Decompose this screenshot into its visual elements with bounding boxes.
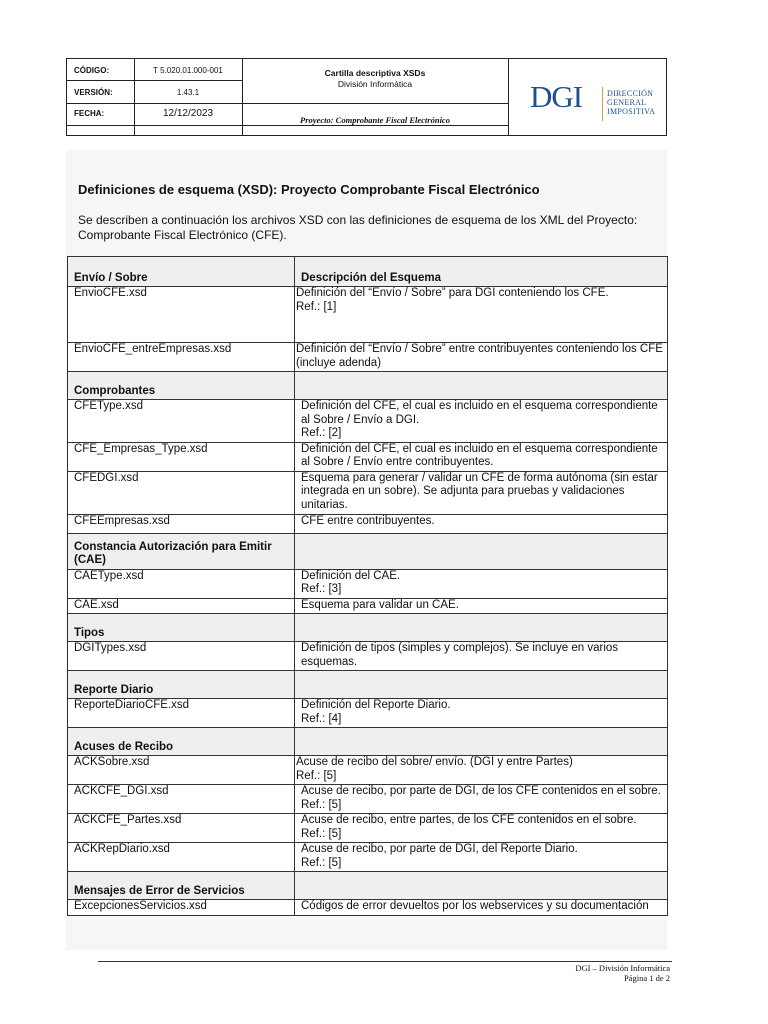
section-header: Tipos	[68, 614, 295, 642]
table-row	[68, 756, 668, 785]
xsd-description	[295, 442, 668, 471]
xsd-description	[295, 785, 668, 814]
schema-description-line: Definición de tipos (simples y complejos). Se incluye en varios esquemas.	[301, 642, 619, 668]
xsd-description	[295, 900, 668, 916]
xsd-description	[295, 569, 668, 598]
table-row	[68, 343, 668, 372]
schema-description-line: Ref.: [1]	[296, 300, 337, 313]
xsd-description	[295, 814, 668, 843]
version-label: VERSIÓN:	[74, 88, 113, 97]
table-row	[68, 514, 668, 533]
xsd-description	[295, 756, 668, 785]
section-header: Mensajes de Error de Servicios	[68, 872, 295, 900]
schema-description-line: Acuse de recibo, por parte de DGI, de los CFE contenidos en el sobre. Ref.: [5]	[301, 785, 661, 811]
xsd-filename: CAE.xsd	[68, 598, 295, 614]
xsd-filename: CAEType.xsd	[68, 569, 295, 598]
table-row	[68, 814, 668, 843]
xsd-filename: EnvioCFE.xsd	[68, 287, 295, 343]
schema-description-line: Códigos de error devueltos por los webservices y su documentación	[301, 900, 649, 912]
schema-description-line: CFE entre contribuyentes.	[301, 514, 435, 527]
xsd-filename: ACKRepDiario.xsd	[68, 843, 295, 872]
footer-division: DGI – División Informática	[575, 963, 670, 973]
codigo-label: CÓDIGO:	[74, 66, 110, 75]
section-header-blank	[295, 728, 668, 756]
xsd-filename: ACKCFE_DGI.xsd	[68, 785, 295, 814]
schema-description-line: Definición del CFE, el cual es incluido en el esquema correspondiente al Sobre / Envío a DGI.	[301, 400, 658, 426]
section-header: Constancia Autorización para Emitir (CAE)	[68, 533, 295, 569]
xsd-filename: CFEEmpresas.xsd	[68, 514, 295, 533]
doc-division: División Informática	[337, 79, 413, 89]
xsd-description	[295, 514, 668, 533]
schema-description-line: Definición del “Envío / Sobre” para DGI conteniendo los CFE.	[296, 287, 609, 299]
section-header: Acuses de Recibo	[68, 728, 295, 756]
xsd-description	[295, 843, 668, 872]
xsd-description	[295, 699, 668, 728]
xsd-description	[295, 471, 668, 514]
footer-divider	[98, 961, 672, 962]
dgi-logo	[508, 59, 666, 135]
logo-text	[607, 89, 655, 116]
schema-description-line: Definición del CFE, el cual es incluido en el esquema correspondiente al Sobre / Envío entre contribuyentes.	[301, 442, 658, 468]
schema-description-line: Ref.: [5]	[301, 827, 342, 840]
schema-description-line: Ref.: [3]	[301, 583, 342, 595]
table-row	[68, 642, 668, 671]
schema-description-line: Acuse de recibo del sobre/ envío. (DGI y entre Partes)	[296, 756, 573, 768]
xsd-filename: CFEType.xsd	[68, 400, 295, 443]
xsd-filename: ACKSobre.xsd	[68, 756, 295, 785]
schema-description-line: Definición del CAE.	[301, 569, 401, 582]
schema-description-line: Acuse de recibo, entre partes, de los CFE contenidos en el sobre.	[301, 814, 637, 826]
table-row	[68, 569, 668, 598]
xsd-filename: CFE_Empresas_Type.xsd	[68, 442, 295, 471]
logo-line1: DIRECCIÓN	[607, 89, 654, 98]
page-number: Página 1 de 2	[623, 973, 670, 983]
section-header-blank	[295, 372, 668, 400]
fecha-label: FECHA:	[74, 109, 105, 118]
section-header-blank	[295, 872, 668, 900]
logo-line3: IMPOSITIVA	[607, 107, 656, 116]
intro-paragraph: Se describen a continuación los archivos XSD con las definiciones de esquema de los XML del Proyecto: Comprobante Fiscal Electrónico (CFE).	[78, 213, 638, 242]
table-row	[68, 287, 668, 343]
xsd-filename: EnvioCFE_entreEmpresas.xsd	[68, 343, 295, 372]
xsd-filename: ExcepcionesServicios.xsd	[68, 900, 295, 916]
doc-title: Cartilla descriptiva XSDs	[324, 68, 426, 78]
xsd-description	[295, 642, 668, 671]
schema-description-line: Ref.: [5]	[296, 769, 337, 782]
section-header: Comprobantes	[68, 372, 295, 400]
codigo-value: T 5.020.01.000-001	[153, 66, 223, 75]
schema-description-line: Acuse de recibo, por parte de DGI, del Reporte Diario.	[301, 843, 578, 855]
xsd-filename: DGITypes.xsd	[68, 642, 295, 671]
schema-description-line: Ref.: [5]	[301, 856, 342, 869]
table-row	[68, 843, 668, 872]
version-value: 1.43.1	[176, 88, 200, 97]
table-row	[68, 400, 668, 443]
table-row	[68, 785, 668, 814]
section-header-envio: Envío / Sobre	[68, 257, 295, 287]
logo-divider	[602, 87, 603, 121]
xsd-filename: ReporteDiarioCFE.xsd	[68, 699, 295, 728]
xsd-description	[295, 400, 668, 443]
xsd-filename: CFEDGI.xsd	[68, 471, 295, 514]
table-row	[68, 442, 668, 471]
schema-description-line: Esquema para generar / validar un CFE de forma autónoma (sin estar integrada en un sobre). Se adjunta para pruebas y validaciones unitarias.	[301, 471, 658, 511]
xsd-filename: ACKCFE_Partes.xsd	[68, 814, 295, 843]
column-header-description: Descripción del Esquema	[295, 257, 668, 287]
document-header	[66, 58, 667, 136]
table-row	[68, 598, 668, 614]
section-header-blank	[295, 614, 668, 642]
page-title: Definiciones de esquema (XSD): Proyecto Comprobante Fiscal Electrónico	[78, 182, 540, 197]
fecha-value: 12/12/2023	[162, 108, 214, 119]
section-header: Reporte Diario	[68, 671, 295, 699]
logo-line2: GENERAL	[607, 98, 647, 107]
schema-description-line: Ref.: [4]	[301, 712, 342, 725]
section-header-blank	[295, 533, 668, 569]
logo-acronym: DGI	[530, 79, 583, 114]
section-header-blank	[295, 671, 668, 699]
xsd-table	[67, 256, 668, 916]
schema-description-line: Definición del Reporte Diario.	[301, 699, 451, 711]
project-name: Proyecto: Comprobante Fiscal Electrónico	[300, 115, 450, 125]
xsd-description	[295, 598, 668, 614]
xsd-description	[295, 343, 668, 372]
schema-description-line: Esquema para validar un CAE.	[301, 598, 459, 611]
table-row	[68, 699, 668, 728]
xsd-description	[295, 287, 668, 343]
schema-description-line: Definición del “Envío / Sobre” entre contribuyentes conteniendo los CFE (incluye adenda)	[296, 343, 663, 369]
page-footer	[575, 963, 670, 983]
schema-description-line: Ref.: [2]	[301, 427, 342, 439]
table-row	[68, 900, 668, 916]
table-row	[68, 471, 668, 514]
